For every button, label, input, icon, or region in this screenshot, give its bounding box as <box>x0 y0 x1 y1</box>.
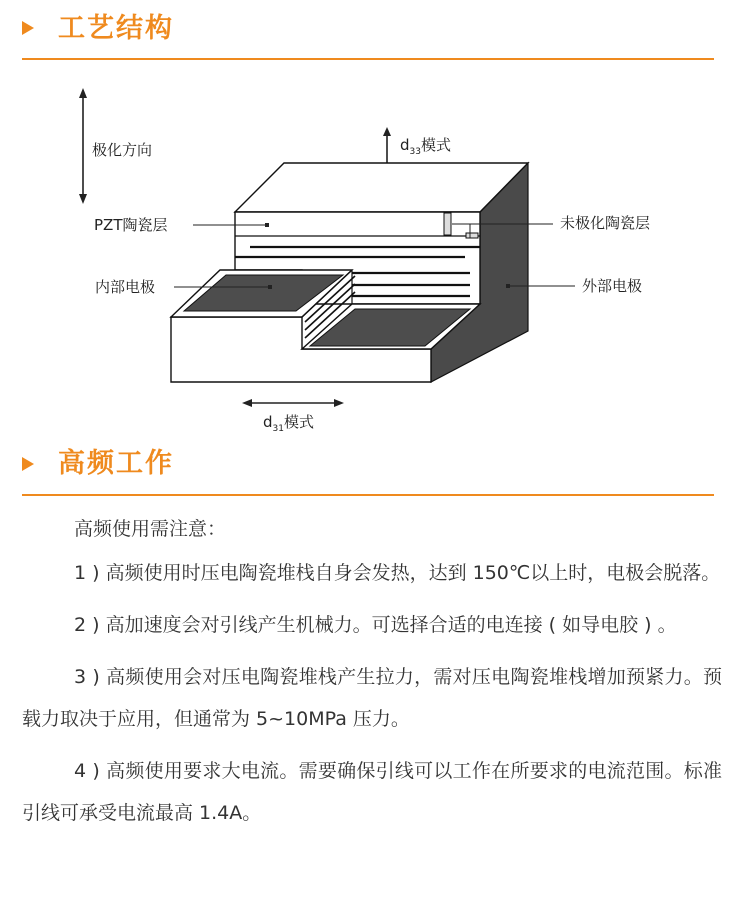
piezo-stack-structure-diagram <box>0 70 750 440</box>
stack-top-face <box>235 163 528 212</box>
section-title: 工艺结构 <box>58 13 174 44</box>
polarization-arrow <box>79 88 87 204</box>
d31-arrow <box>242 399 344 407</box>
note-item-4: 4 ) 高频使用要求大电流。需要确保引线可以工作在所要求的电流范围。标准引线可承受电流最高 1.4A。 <box>22 760 722 824</box>
section-header-structure <box>0 8 750 63</box>
d33-mode-label: $d_{33}$模式 <box>400 136 451 157</box>
d33-mode-suffix: 模式 <box>420 136 451 154</box>
section-divider <box>22 58 714 60</box>
notes-intro: 高频使用需注意： <box>74 518 227 540</box>
triangle-bullet-icon <box>22 21 34 35</box>
polarization-label: 极化方向 <box>92 141 153 159</box>
outer-electrode-label: 外部电极 <box>582 277 643 295</box>
note-item-1: 1 ) 高频使用时压电陶瓷堆栈自身会发热，达到 150℃以上时，电极会脱落。 <box>74 562 721 584</box>
pzt-layer-label: PZT陶瓷层 <box>94 216 168 234</box>
unpolarized-layer-label: 未极化陶瓷层 <box>560 214 651 232</box>
note-item-2: 2 ) 高加速度会对引线产生机械力。可选择合适的电连接 ( 如导电胶 ) 。 <box>74 614 677 636</box>
d31-mode-suffix: 模式 <box>283 413 314 431</box>
unpolarized-layer-mark <box>444 213 451 235</box>
note-item-3: 3 ) 高频使用会对压电陶瓷堆栈产生拉力，需对压电陶瓷堆栈增加预紧力。预载力取决于应用，但通常为 5~10MPa 压力。 <box>22 666 722 730</box>
section-divider <box>22 494 714 496</box>
triangle-bullet-icon <box>22 457 34 471</box>
section-header-high-frequency <box>0 448 750 500</box>
section-title: 高频工作 <box>58 448 174 479</box>
high-frequency-notes <box>22 508 722 844</box>
inner-electrode-label: 内部电极 <box>95 278 156 296</box>
d31-mode-label: $d_{31}$模式 <box>263 413 314 434</box>
